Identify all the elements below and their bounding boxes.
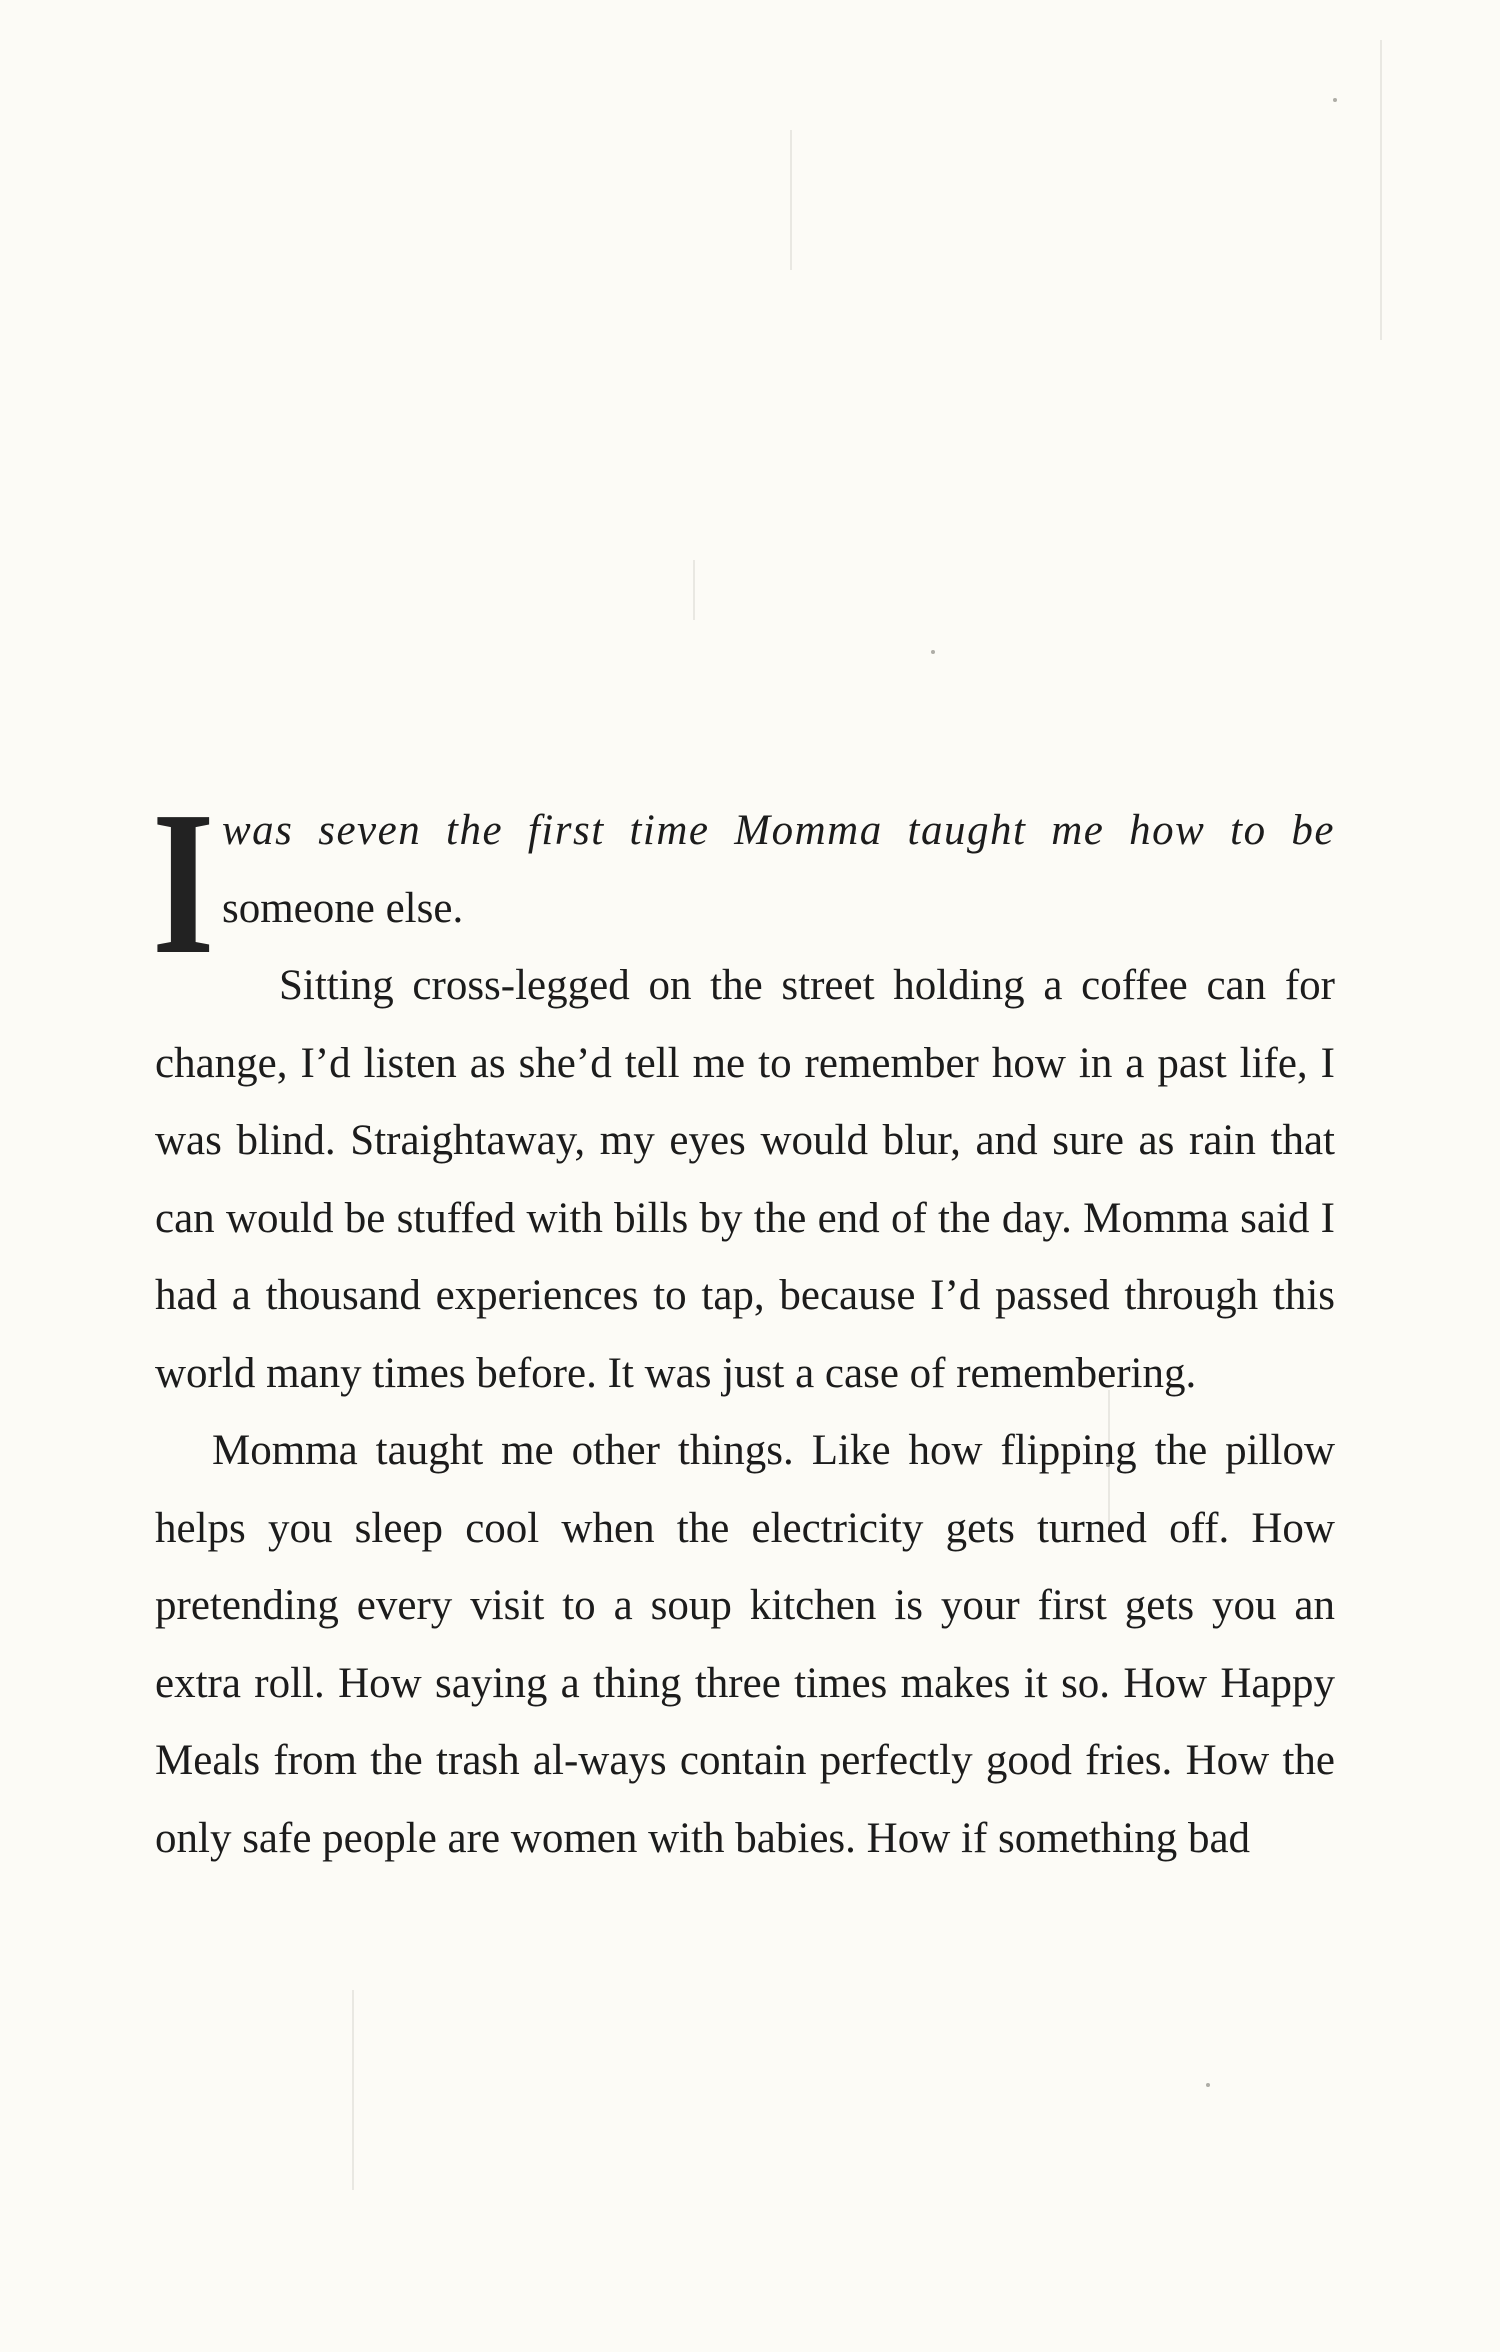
paragraph: Momma taught me other things. Like how flipping the pillow helps you sleep cool when the electricity gets turned off. How pretending every visit to a soup kitchen is your first gets you an extra roll. How saying a thing three times makes it so. How Happy Meals from the trash al-ways contain perfectly good fries. How the only safe people are women with babies. How if something bad: [155, 1427, 1335, 1862]
italic-lead-in: was seven the first time Momma taught me how to be: [222, 807, 1335, 854]
scan-streak: [1380, 40, 1382, 340]
scan-speck: [931, 650, 935, 654]
scan-speck: [1206, 2083, 1210, 2087]
paragraph: Sitting cross-legged on the street holding a coffee can for change, I’d listen as she’d tell me to remember how in a past life, I was blind. Straightaway, my eyes would blur, and sure as rain that can would be stuffed with bills by the end of the day. Momma said I had a thousand experiences to tap, because I’d passed through this world many times before. It was just a case of remembering.: [155, 962, 1335, 1397]
scan-streak: [790, 130, 792, 270]
opening-paragraph: [152, 768, 1335, 997]
opening-paragraph-rest: someone else.: [222, 884, 464, 932]
scan-streak: [352, 1990, 354, 2190]
scan-speck: [1333, 98, 1337, 102]
scan-streak: [693, 560, 695, 620]
drop-cap: I: [152, 768, 215, 997]
chapter-text: [152, 768, 1335, 1877]
